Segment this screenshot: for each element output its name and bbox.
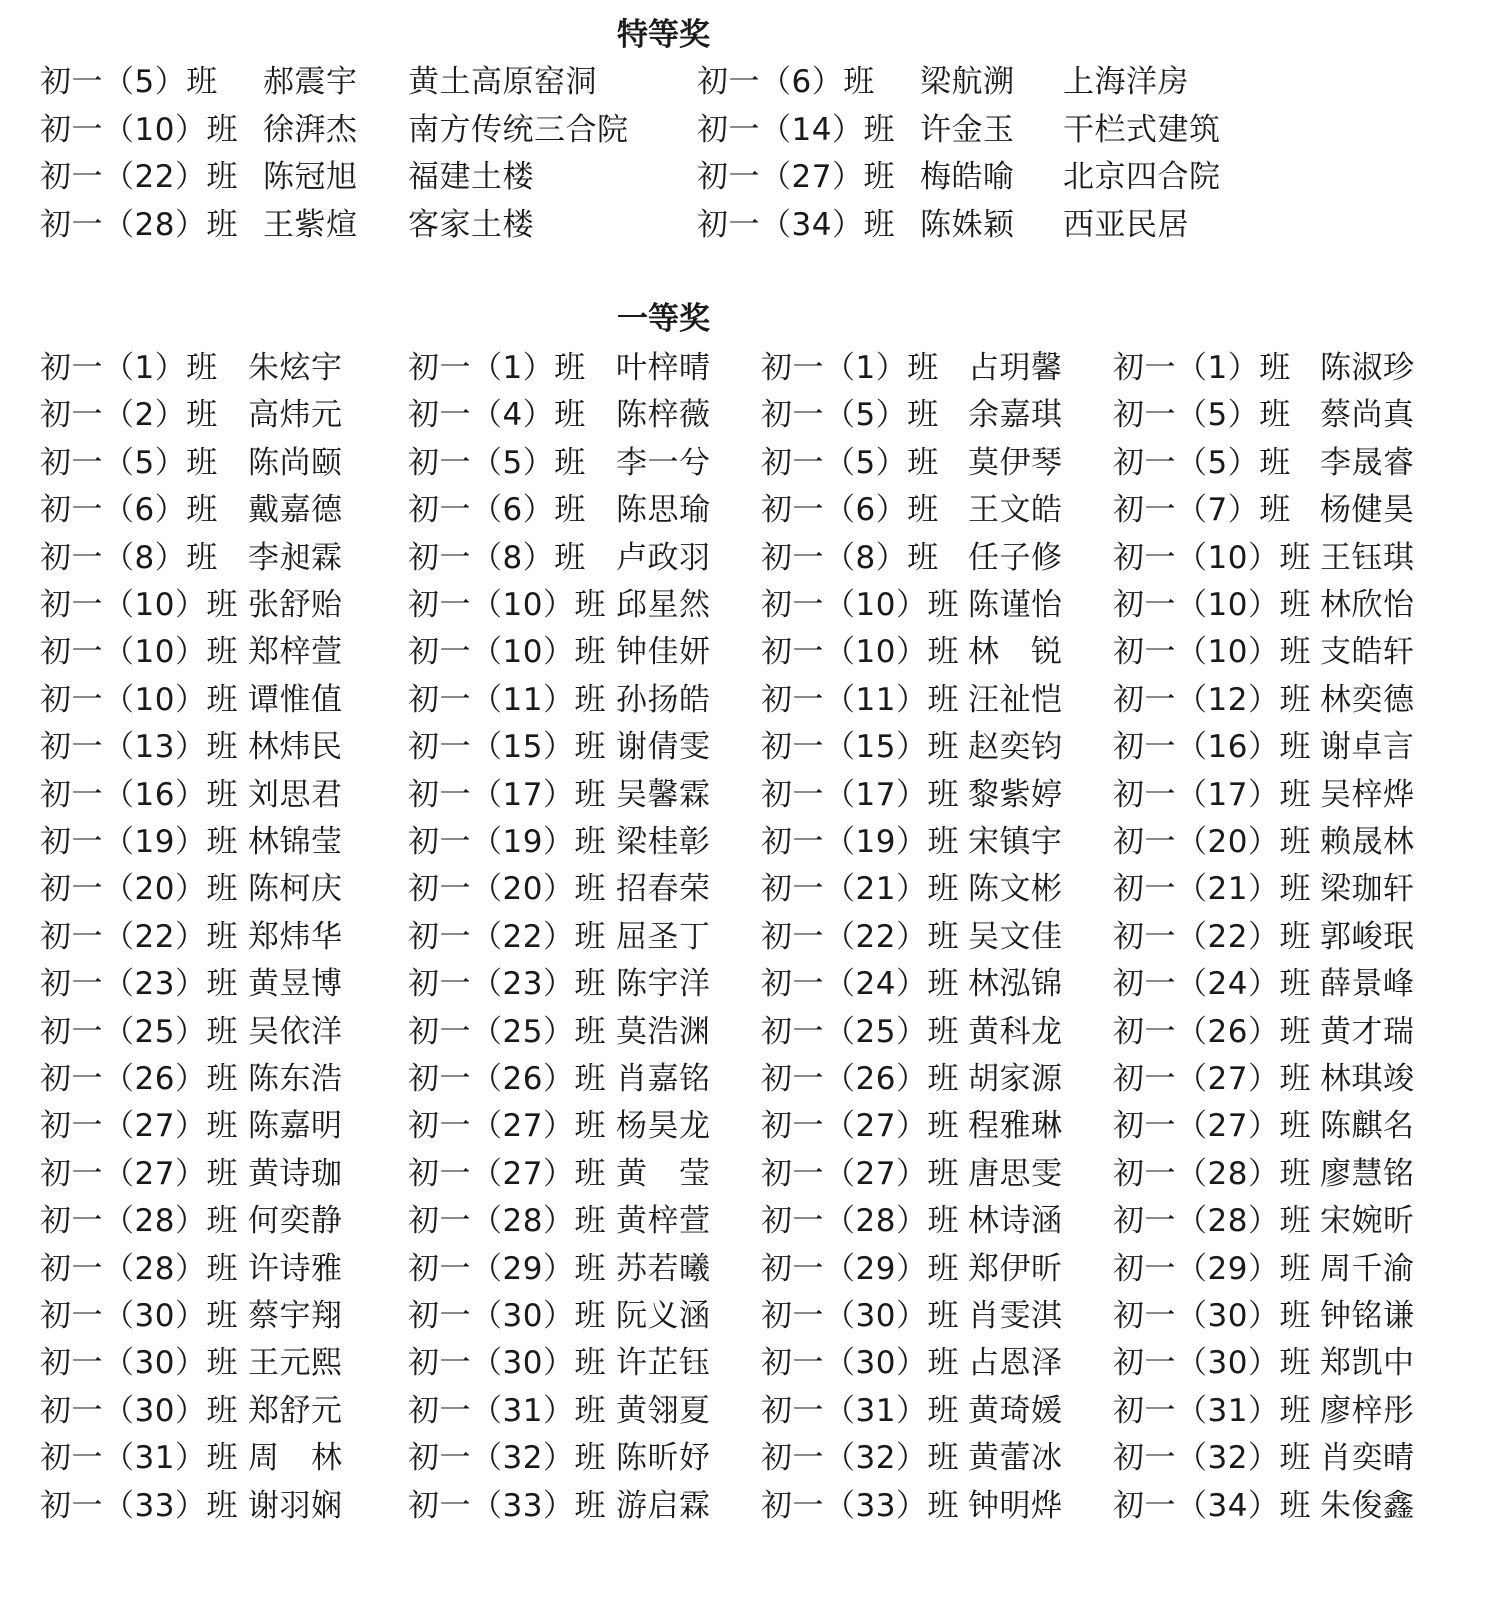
work-title: 西亚民居 (1063, 206, 1189, 243)
class-label: 初一（30）班 (1113, 1345, 1311, 1382)
class-label: 初一（30）班 (40, 1392, 238, 1429)
work-title: 客家土楼 (408, 206, 534, 243)
class-label: 初一（11）班 (761, 681, 959, 718)
student-name: 戴嘉德 (248, 492, 343, 529)
student-name: 林 锐 (968, 634, 1063, 671)
student-name: 陈尚颐 (248, 444, 343, 481)
student-name: 游启霖 (616, 1487, 711, 1524)
student-name: 屈圣丁 (616, 918, 711, 955)
student-name: 黄科龙 (968, 1013, 1063, 1050)
student-name: 朱炫宇 (248, 350, 343, 386)
class-label: 初一（17）班 (408, 776, 606, 813)
student-name: 陈文彬 (968, 871, 1063, 908)
student-name: 梅皓喻 (920, 159, 1015, 195)
class-label: 初一（6）班 (697, 64, 875, 100)
class-label: 初一（29）班 (1113, 1250, 1311, 1287)
student-name: 钟铭谦 (1320, 1298, 1415, 1334)
first-award-row (0, 818, 1500, 866)
work-title: 干栏式建筑 (1063, 111, 1221, 148)
class-label: 初一（6）班 (40, 492, 218, 529)
student-name: 李昶霖 (248, 539, 343, 576)
class-label: 初一（33）班 (761, 1487, 959, 1524)
class-label: 初一（27）班 (408, 1155, 606, 1192)
student-name: 林锦莹 (248, 824, 343, 860)
class-label: 初一（23）班 (40, 966, 238, 1003)
class-label: 初一（33）班 (40, 1487, 238, 1524)
student-name: 陈梓薇 (616, 397, 711, 434)
special-award-row (0, 106, 1500, 154)
class-label: 初一（28）班 (408, 1203, 606, 1240)
class-label: 初一（13）班 (40, 729, 238, 766)
student-name: 肖嘉铭 (616, 1061, 711, 1097)
class-label: 初一（32）班 (408, 1440, 606, 1477)
student-name: 孙扬皓 (616, 681, 711, 718)
student-name: 林欣怡 (1320, 587, 1415, 623)
class-label: 初一（1）班 (761, 350, 939, 386)
student-name: 王钰琪 (1320, 539, 1415, 576)
class-label: 初一（20）班 (1113, 824, 1311, 860)
student-name: 赖晟林 (1320, 824, 1415, 860)
student-name: 高炜元 (248, 397, 343, 434)
first-award-row (0, 391, 1500, 439)
class-label: 初一（25）班 (408, 1013, 606, 1050)
student-name: 宋婉昕 (1320, 1203, 1415, 1240)
student-name: 陈东浩 (248, 1061, 343, 1097)
class-label: 初一（5）班 (761, 444, 939, 481)
student-name: 郑梓萱 (248, 634, 343, 671)
class-label: 初一（28）班 (40, 1250, 238, 1287)
first-award-row (0, 1245, 1500, 1293)
class-label: 初一（1）班 (408, 350, 586, 386)
work-title: 北京四合院 (1063, 159, 1221, 195)
student-name: 梁珈轩 (1320, 871, 1415, 908)
work-title: 黄土高原窑洞 (408, 64, 597, 100)
student-name: 陈昕妤 (616, 1440, 711, 1477)
class-label: 初一（15）班 (408, 729, 606, 766)
work-title: 上海洋房 (1063, 64, 1189, 100)
student-name: 吴依洋 (248, 1013, 343, 1050)
student-name: 陈谨怡 (968, 587, 1063, 623)
class-label: 初一（11）班 (408, 681, 606, 718)
student-name: 周千渝 (1320, 1250, 1415, 1287)
class-label: 初一（31）班 (408, 1392, 606, 1429)
class-label: 初一（27）班 (40, 1108, 238, 1145)
first-award-row (0, 676, 1500, 724)
first-award-row (0, 486, 1500, 534)
student-name: 杨健昊 (1320, 492, 1415, 529)
first-award-row (0, 1339, 1500, 1387)
first-award-row (0, 1482, 1500, 1530)
class-label: 初一（27）班 (761, 1155, 959, 1192)
student-name: 林炜民 (248, 729, 343, 766)
first-award-row (0, 1292, 1500, 1340)
class-label: 初一（22）班 (761, 918, 959, 955)
class-label: 初一（32）班 (1113, 1440, 1311, 1477)
class-label: 初一（5）班 (408, 444, 586, 481)
class-label: 初一（10）班 (40, 681, 238, 718)
student-name: 卢政羽 (616, 539, 711, 576)
class-label: 初一（10）班 (1113, 539, 1311, 576)
class-label: 初一（22）班 (40, 918, 238, 955)
student-name: 占恩泽 (968, 1345, 1063, 1382)
student-name: 谢卓言 (1320, 729, 1415, 766)
student-name: 叶梓晴 (616, 350, 711, 386)
class-label: 初一（27）班 (1113, 1061, 1311, 1097)
student-name: 蔡尚真 (1320, 397, 1415, 434)
class-label: 初一（32）班 (761, 1440, 959, 1477)
student-name: 唐思雯 (968, 1155, 1063, 1192)
class-label: 初一（24）班 (761, 966, 959, 1003)
student-name: 刘思君 (248, 776, 343, 813)
student-name: 陈思瑜 (616, 492, 711, 529)
class-label: 初一（26）班 (1113, 1013, 1311, 1050)
class-label: 初一（10）班 (40, 634, 238, 671)
student-name: 邱星然 (616, 587, 711, 623)
first-award-row (0, 960, 1500, 1008)
student-name: 郑舒元 (248, 1392, 343, 1429)
class-label: 初一（1）班 (40, 350, 218, 386)
student-name: 黄才瑞 (1320, 1013, 1415, 1050)
class-label: 初一（17）班 (761, 776, 959, 813)
class-label: 初一（24）班 (1113, 966, 1311, 1003)
first-award-row (0, 628, 1500, 676)
student-name: 黄诗珈 (248, 1155, 343, 1192)
student-name: 许芷钰 (616, 1345, 711, 1382)
student-name: 李一兮 (616, 444, 711, 481)
student-name: 杨昊龙 (616, 1108, 711, 1145)
class-label: 初一（10）班 (408, 587, 606, 623)
student-name: 黄昱博 (248, 966, 343, 1003)
student-name: 许金玉 (920, 111, 1015, 148)
student-name: 郑炜华 (248, 918, 343, 955)
student-name: 朱俊鑫 (1320, 1487, 1415, 1524)
class-label: 初一（10）班 (761, 634, 959, 671)
class-label: 初一（5）班 (40, 64, 218, 100)
student-name: 黄翎夏 (616, 1392, 711, 1429)
class-label: 初一（22）班 (40, 159, 238, 195)
first-award-row (0, 1150, 1500, 1198)
student-name: 程雅琳 (968, 1108, 1063, 1145)
student-name: 陈嘉明 (248, 1108, 343, 1145)
class-label: 初一（22）班 (1113, 918, 1311, 955)
student-name: 王文皓 (968, 492, 1063, 529)
class-label: 初一（25）班 (761, 1013, 959, 1050)
student-name: 支皓轩 (1320, 634, 1415, 671)
class-label: 初一（10）班 (1113, 634, 1311, 671)
class-label: 初一（30）班 (761, 1298, 959, 1334)
class-label: 初一（21）班 (761, 871, 959, 908)
student-name: 郑伊昕 (968, 1250, 1063, 1287)
special-award-row (0, 201, 1500, 249)
student-name: 陈冠旭 (263, 159, 358, 195)
class-label: 初一（14）班 (697, 111, 895, 148)
student-name: 钟佳妍 (616, 634, 711, 671)
student-name: 周 林 (248, 1440, 343, 1477)
student-name: 占玥馨 (968, 350, 1063, 386)
class-label: 初一（34）班 (1113, 1487, 1311, 1524)
student-name: 林诗涵 (968, 1203, 1063, 1240)
class-label: 初一（23）班 (408, 966, 606, 1003)
student-name: 黄梓萱 (616, 1203, 711, 1240)
class-label: 初一（33）班 (408, 1487, 606, 1524)
class-label: 初一（19）班 (761, 824, 959, 860)
first-award-row (0, 1008, 1500, 1056)
class-label: 初一（30）班 (408, 1345, 606, 1382)
class-label: 初一（1）班 (1113, 350, 1291, 386)
class-label: 初一（19）班 (40, 824, 238, 860)
student-name: 郑凯中 (1320, 1345, 1415, 1382)
class-label: 初一（31）班 (40, 1440, 238, 1477)
student-name: 任子修 (968, 539, 1063, 576)
student-name: 林琪竣 (1320, 1061, 1415, 1097)
class-label: 初一（16）班 (1113, 729, 1311, 766)
student-name: 钟明烨 (968, 1487, 1063, 1524)
student-name: 梁桂彰 (616, 824, 711, 860)
class-label: 初一（10）班 (761, 587, 959, 623)
special-award-row (0, 153, 1500, 201)
class-label: 初一（29）班 (761, 1250, 959, 1287)
student-name: 王元熙 (248, 1345, 343, 1382)
class-label: 初一（5）班 (1113, 397, 1291, 434)
class-label: 初一（21）班 (1113, 871, 1311, 908)
student-name: 梁航溯 (920, 64, 1015, 100)
class-label: 初一（28）班 (1113, 1155, 1311, 1192)
class-label: 初一（10）班 (40, 111, 238, 148)
class-label: 初一（30）班 (761, 1345, 959, 1382)
class-label: 初一（30）班 (408, 1298, 606, 1334)
class-label: 初一（16）班 (40, 776, 238, 813)
first-award-row (0, 913, 1500, 961)
class-label: 初一（27）班 (697, 159, 895, 195)
class-label: 初一（27）班 (40, 1155, 238, 1192)
student-name: 蔡宇翔 (248, 1298, 343, 1334)
work-title: 南方传统三合院 (408, 111, 629, 148)
student-name: 吴馨霖 (616, 776, 711, 813)
student-name: 薛景峰 (1320, 966, 1415, 1003)
class-label: 初一（27）班 (1113, 1108, 1311, 1145)
class-label: 初一（28）班 (761, 1203, 959, 1240)
student-name: 黄琦媛 (968, 1392, 1063, 1429)
class-label: 初一（8）班 (761, 539, 939, 576)
first-award-row (0, 439, 1500, 487)
student-name: 张舒贻 (248, 587, 343, 623)
class-label: 初一（26）班 (408, 1061, 606, 1097)
student-name: 何奕静 (248, 1203, 343, 1240)
first-award-row (0, 1055, 1500, 1103)
first-award-row (0, 1387, 1500, 1435)
student-name: 宋镇宇 (968, 824, 1063, 860)
student-name: 余嘉琪 (968, 397, 1063, 434)
student-name: 陈柯庆 (248, 871, 343, 908)
first-award-row (0, 1197, 1500, 1245)
student-name: 黎紫婷 (968, 776, 1063, 813)
first-award-row (0, 865, 1500, 913)
special-award-row (0, 58, 1500, 106)
student-name: 苏若曦 (616, 1250, 711, 1287)
class-label: 初一（25）班 (40, 1013, 238, 1050)
work-title: 福建土楼 (408, 159, 534, 195)
student-name: 徐湃杰 (263, 111, 358, 148)
class-label: 初一（6）班 (408, 492, 586, 529)
class-label: 初一（30）班 (1113, 1298, 1311, 1334)
student-name: 谭惟值 (248, 681, 343, 718)
student-name: 吴梓烨 (1320, 776, 1415, 813)
first-award-row (0, 344, 1500, 392)
student-name: 王紫煊 (263, 206, 358, 243)
student-name: 汪祉恺 (968, 681, 1063, 718)
student-name: 黄蕾冰 (968, 1440, 1063, 1477)
student-name: 陈宇洋 (616, 966, 711, 1003)
first-award-row (0, 581, 1500, 629)
student-name: 肖奕晴 (1320, 1440, 1415, 1477)
student-name: 林泓锦 (968, 966, 1063, 1003)
class-label: 初一（28）班 (40, 206, 238, 243)
student-name: 陈淑珍 (1320, 350, 1415, 386)
class-label: 初一（10）班 (40, 587, 238, 623)
student-name: 谢羽娴 (248, 1487, 343, 1524)
class-label: 初一（4）班 (408, 397, 586, 434)
class-label: 初一（19）班 (408, 824, 606, 860)
class-label: 初一（10）班 (1113, 587, 1311, 623)
student-name: 陈麒名 (1320, 1108, 1415, 1145)
student-name: 肖雯淇 (968, 1298, 1063, 1334)
class-label: 初一（5）班 (40, 444, 218, 481)
class-label: 初一（31）班 (1113, 1392, 1311, 1429)
first-award-row (0, 723, 1500, 771)
special-award-heading: 特等奖 (617, 17, 710, 53)
class-label: 初一（20）班 (408, 871, 606, 908)
class-label: 初一（17）班 (1113, 776, 1311, 813)
class-label: 初一（10）班 (408, 634, 606, 671)
student-name: 李晟睿 (1320, 444, 1415, 481)
class-label: 初一（30）班 (40, 1298, 238, 1334)
class-label: 初一（15）班 (761, 729, 959, 766)
first-award-heading: 一等奖 (617, 301, 710, 337)
student-name: 黄 莹 (616, 1155, 711, 1192)
class-label: 初一（26）班 (761, 1061, 959, 1097)
student-name: 廖梓彤 (1320, 1392, 1415, 1429)
class-label: 初一（30）班 (40, 1345, 238, 1382)
student-name: 莫浩渊 (616, 1013, 711, 1050)
student-name: 莫伊琴 (968, 444, 1063, 481)
class-label: 初一（28）班 (1113, 1203, 1311, 1240)
first-award-row (0, 1434, 1500, 1482)
first-award-row (0, 1102, 1500, 1150)
class-label: 初一（28）班 (40, 1203, 238, 1240)
first-award-row (0, 534, 1500, 582)
student-name: 郭峻珉 (1320, 918, 1415, 955)
class-label: 初一（7）班 (1113, 492, 1291, 529)
student-name: 阮义涵 (616, 1298, 711, 1334)
student-name: 吴文佳 (968, 918, 1063, 955)
class-label: 初一（2）班 (40, 397, 218, 434)
class-label: 初一（8）班 (40, 539, 218, 576)
class-label: 初一（26）班 (40, 1061, 238, 1097)
class-label: 初一（22）班 (408, 918, 606, 955)
class-label: 初一（34）班 (697, 206, 895, 243)
class-label: 初一（27）班 (408, 1108, 606, 1145)
class-label: 初一（5）班 (761, 397, 939, 434)
student-name: 胡家源 (968, 1061, 1063, 1097)
class-label: 初一（27）班 (761, 1108, 959, 1145)
student-name: 廖慧铭 (1320, 1155, 1415, 1192)
class-label: 初一（31）班 (761, 1392, 959, 1429)
class-label: 初一（12）班 (1113, 681, 1311, 718)
student-name: 赵奕钧 (968, 729, 1063, 766)
student-name: 林奕德 (1320, 681, 1415, 718)
student-name: 许诗雅 (248, 1250, 343, 1287)
student-name: 谢倩雯 (616, 729, 711, 766)
class-label: 初一（29）班 (408, 1250, 606, 1287)
first-award-row (0, 771, 1500, 819)
class-label: 初一（8）班 (408, 539, 586, 576)
student-name: 陈姝颖 (920, 206, 1015, 243)
student-name: 招春荣 (616, 871, 711, 908)
class-label: 初一（5）班 (1113, 444, 1291, 481)
class-label: 初一（20）班 (40, 871, 238, 908)
student-name: 郝震宇 (263, 64, 358, 100)
class-label: 初一（6）班 (761, 492, 939, 529)
